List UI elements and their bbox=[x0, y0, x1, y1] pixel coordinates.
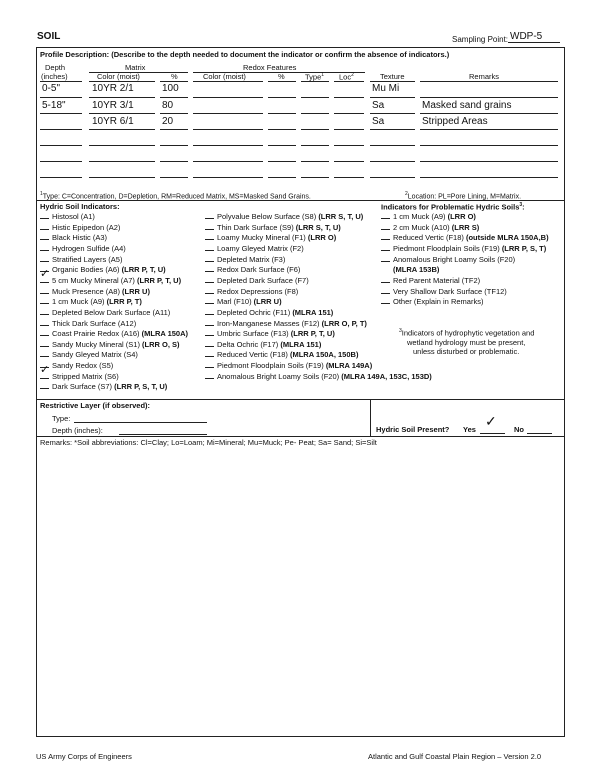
col-depth-unit: (inches) bbox=[41, 72, 68, 81]
indicator-region: (LRR O, P, T) bbox=[321, 318, 367, 328]
profile-cell-line bbox=[160, 161, 188, 162]
col-redox: Redox Features bbox=[243, 63, 297, 72]
indicator-checkbox[interactable] bbox=[205, 276, 214, 283]
profile-cell-line bbox=[193, 129, 263, 130]
profile-cell-line bbox=[370, 129, 415, 130]
indicator-item[interactable] bbox=[205, 329, 335, 338]
profile-cell-line bbox=[89, 113, 155, 114]
col-remarks: Remarks bbox=[469, 72, 500, 81]
indicator-item[interactable] bbox=[205, 361, 372, 370]
indicator-label: 2 cm Muck (A10) bbox=[393, 222, 452, 232]
profile-cell-line bbox=[420, 161, 558, 162]
indicator-label: Black Histic (A3) bbox=[52, 233, 108, 243]
indicator-region: (LRR O, S) bbox=[142, 339, 180, 349]
indicator-region: (LRR O) bbox=[307, 233, 337, 243]
col-matrix: Matrix bbox=[125, 63, 146, 72]
row-texture[interactable]: Sa bbox=[372, 116, 385, 127]
profile-cell-line bbox=[193, 161, 263, 162]
profile-cell-line bbox=[334, 177, 364, 178]
indicator-item[interactable] bbox=[381, 212, 476, 221]
indicator-item[interactable] bbox=[40, 223, 120, 232]
indicator-checkbox[interactable] bbox=[40, 350, 49, 357]
indicator-checkbox[interactable] bbox=[205, 361, 214, 368]
indicator-label: Organic Bodies (A6) bbox=[52, 265, 122, 275]
col-color-moist: Color (moist) bbox=[97, 72, 140, 81]
profile-cell-line bbox=[370, 97, 415, 98]
indicator-checkbox[interactable] bbox=[205, 372, 214, 379]
indicator-region: (LRR O) bbox=[447, 212, 476, 221]
row-color[interactable]: 10YR 2/1 bbox=[92, 83, 134, 94]
profile-cell-line bbox=[160, 113, 188, 114]
indicator-label: Loamy Gleyed Matrix (F2) bbox=[217, 243, 304, 253]
profile-cell-line bbox=[370, 161, 415, 162]
profile-cell-line bbox=[89, 161, 155, 162]
sampling-point-label: Sampling Point: bbox=[452, 35, 509, 44]
indicator-checkbox[interactable] bbox=[40, 233, 49, 240]
profile-cell-line bbox=[370, 145, 415, 146]
indicator-checkbox[interactable] bbox=[205, 297, 214, 304]
indicator-label: Piedmont Floodplain Soils (F19) bbox=[217, 361, 326, 371]
indicator-label: Very Shallow Dark Surface (TF12) bbox=[393, 286, 507, 296]
indicator-item[interactable] bbox=[40, 308, 170, 317]
profile-cell-line bbox=[193, 113, 263, 114]
indicator-region: (LRR P, T, U) bbox=[121, 265, 166, 275]
indicator-item[interactable] bbox=[40, 244, 126, 253]
row-depth[interactable]: 0-5" bbox=[42, 83, 61, 94]
restrictive-type-field[interactable] bbox=[74, 422, 207, 423]
indicator-checkbox[interactable] bbox=[205, 233, 214, 240]
remarks-text[interactable]: Remarks: *Soil abbreviations: Cl=Clay; Lo=Loam; Mi=Mineral; Mu=Muck; Pe- Peat; Sa= Sand; Si=Silt bbox=[40, 438, 377, 447]
indicator-label: Depleted Ochric (F11) bbox=[217, 307, 293, 317]
profile-cell-line bbox=[334, 113, 364, 114]
footnote-type: $^1$Type: C=Concentration, D=Depletion, RM=Reduced Matrix, MS=Masked Sand Grains. bbox=[40, 191, 311, 201]
indicator-checkbox[interactable] bbox=[40, 363, 50, 379]
indicator-item[interactable] bbox=[381, 223, 479, 232]
indicator-label: Stratified Layers (A5) bbox=[52, 254, 123, 264]
profile-cell-line bbox=[301, 97, 329, 98]
profile-cell-line bbox=[40, 177, 82, 178]
indicator-region: (LRR S, T, U) bbox=[318, 212, 364, 221]
profile-cell-line bbox=[193, 97, 263, 98]
indicator-region: (MLRA 151) bbox=[280, 339, 322, 349]
profile-cell-line bbox=[420, 145, 558, 146]
indicator-region: (MLRA 149A, 153C, 153D) bbox=[341, 371, 432, 381]
indicator-region: (MLRA 153B) bbox=[393, 265, 440, 275]
indicator-checkbox[interactable] bbox=[381, 276, 390, 283]
profile-description: Profile Description: (Describe to the depth needed to document the indicator or confirm the absence of indicators.) bbox=[40, 50, 450, 59]
indicator-label: Muck Presence (A8) bbox=[52, 286, 123, 296]
profile-cell-line bbox=[370, 177, 415, 178]
indicator-label: Polyvalue Below Surface (S8) bbox=[217, 212, 319, 221]
indicator-item[interactable] bbox=[381, 265, 439, 274]
indicator-checkbox[interactable] bbox=[205, 255, 214, 262]
indicator-checkbox[interactable] bbox=[40, 287, 49, 294]
indicator-item[interactable] bbox=[40, 287, 150, 296]
indicator-item[interactable] bbox=[205, 265, 300, 274]
indicator-item[interactable] bbox=[205, 308, 333, 317]
indicator-region: (LRR S, T, U) bbox=[295, 222, 341, 232]
section-title: SOIL bbox=[37, 31, 61, 42]
indicator-region: (MLRA 151) bbox=[292, 307, 334, 317]
indicator-item[interactable] bbox=[381, 244, 546, 253]
indicator-label: Stripped Matrix (S6) bbox=[52, 371, 119, 381]
profile-cell-line bbox=[193, 177, 263, 178]
indicator-region: (outside MLRA 150A,B) bbox=[465, 233, 549, 243]
row-pct[interactable]: 80 bbox=[162, 100, 174, 111]
indicator-label: 1 cm Muck (A9) bbox=[393, 212, 448, 221]
profile-cell-line bbox=[160, 97, 188, 98]
indicator-label: Hydrogen Sulfide (A4) bbox=[52, 243, 126, 253]
profile-cell-line bbox=[160, 129, 188, 130]
indicator-checkbox[interactable] bbox=[381, 212, 390, 219]
indicator-region: (LRR P, T) bbox=[106, 297, 142, 307]
indicator-checkbox[interactable] bbox=[40, 340, 49, 347]
indicator-checkbox[interactable] bbox=[205, 212, 214, 219]
col-loc: Loc$^2$ bbox=[339, 72, 354, 82]
indicator-label: Reduced Vertic (F18) bbox=[393, 233, 466, 243]
check-mark-icon: ✓ bbox=[40, 267, 50, 280]
indicator-item[interactable] bbox=[381, 233, 549, 242]
indicator-label: Anomalous Bright Loamy Soils (F20) bbox=[393, 254, 516, 264]
restrictive-heading: Restrictive Layer (if observed): bbox=[40, 401, 151, 410]
col-redox-color: Color (moist) bbox=[203, 72, 246, 81]
indicator-label: Delta Ochric (F17) bbox=[217, 339, 281, 349]
indicator-label: 5 cm Mucky Mineral (A7) bbox=[52, 275, 138, 285]
indicator-item[interactable] bbox=[205, 223, 341, 232]
profile-cell-line bbox=[301, 177, 329, 178]
indicator-label: Redox Depressions (F8) bbox=[217, 286, 299, 296]
indicator-checkbox[interactable] bbox=[40, 223, 49, 230]
row-depth[interactable]: 5-18" bbox=[42, 100, 66, 111]
row-remarks[interactable]: Stripped Areas bbox=[422, 116, 488, 127]
indicator-item[interactable] bbox=[40, 319, 136, 328]
indicator-label: 1 cm Muck (A9) bbox=[52, 297, 107, 307]
indicator-label: Marl (F10) bbox=[217, 297, 254, 307]
col-type: Type$^1$ bbox=[305, 72, 325, 82]
profile-cell-line bbox=[89, 145, 155, 146]
indicator-item[interactable] bbox=[40, 382, 167, 391]
indicator-item[interactable] bbox=[381, 276, 480, 285]
indicator-label: Histic Epipedon (A2) bbox=[52, 222, 121, 232]
indicator-item[interactable] bbox=[205, 212, 363, 221]
profile-cell-line bbox=[420, 129, 558, 130]
col-pct: % bbox=[171, 72, 178, 81]
profile-cell-line bbox=[89, 97, 155, 98]
profile-cell-line bbox=[334, 97, 364, 98]
problematic-heading: Indicators for Problematic Hydric Soils$^3$: bbox=[381, 202, 525, 212]
indicator-checkbox[interactable] bbox=[205, 223, 214, 230]
indicator-item[interactable] bbox=[40, 233, 107, 242]
indicator-label: Other (Explain in Remarks) bbox=[393, 297, 484, 307]
indicator-label: Redox Dark Surface (F6) bbox=[217, 265, 301, 275]
sampling-point-field[interactable]: WDP-5 bbox=[508, 31, 560, 43]
hydric-indicators-heading: Hydric Soil Indicators: bbox=[40, 202, 120, 211]
profile-cell-line bbox=[40, 161, 82, 162]
indicator-item[interactable] bbox=[205, 350, 358, 359]
indicator-region: (LRR P, T, U) bbox=[290, 329, 335, 339]
restrictive-depth-field[interactable] bbox=[119, 434, 207, 435]
indicator-checkbox[interactable] bbox=[205, 308, 214, 315]
profile-cell-line bbox=[193, 145, 263, 146]
col-texture: Texture bbox=[380, 72, 405, 81]
indicator-checkbox[interactable] bbox=[205, 329, 214, 336]
row-remarks[interactable]: Masked sand grains bbox=[422, 100, 512, 111]
indicator-label: Reduced Vertic (F18) bbox=[217, 350, 290, 360]
indicator-label: Sandy Mucky Mineral (S1) bbox=[52, 339, 143, 349]
profile-cell-line bbox=[420, 113, 558, 114]
indicator-checkbox[interactable] bbox=[205, 340, 214, 347]
indicator-label: Histosol (A1) bbox=[52, 212, 95, 221]
yes-check-icon: ✓ bbox=[485, 413, 497, 429]
indicator-item[interactable] bbox=[40, 350, 138, 359]
indicator-checkbox[interactable] bbox=[381, 297, 390, 304]
indicator-item[interactable] bbox=[40, 265, 166, 274]
profile-cell-line bbox=[40, 113, 82, 114]
indicator-checkbox[interactable] bbox=[381, 244, 390, 251]
profile-cell-line bbox=[40, 97, 82, 98]
indicator-region: (MLRA 149A) bbox=[325, 361, 373, 371]
indicator-item[interactable] bbox=[205, 372, 432, 381]
indicator-label: Coast Prairie Redox (A16) bbox=[52, 329, 142, 339]
indicator-item[interactable] bbox=[381, 255, 515, 264]
hydric-soil-present-label: Hydric Soil Present? bbox=[376, 425, 450, 434]
footer-right: Atlantic and Gulf Coastal Plain Region – Version 2.0 bbox=[368, 752, 542, 761]
indicator-label: Depleted Matrix (F3) bbox=[217, 254, 286, 264]
indicator-checkbox[interactable] bbox=[40, 244, 49, 251]
indicator-checkbox[interactable] bbox=[40, 382, 49, 389]
indicator-checkbox[interactable] bbox=[40, 308, 49, 315]
indicator-region: (LRR S) bbox=[451, 222, 480, 232]
profile-cell-line bbox=[40, 145, 82, 146]
indicator-label: Piedmont Floodplain Soils (F19) bbox=[393, 243, 502, 253]
profile-cell-line bbox=[268, 161, 296, 162]
indicator-checkbox[interactable] bbox=[40, 329, 49, 336]
indicator-checkbox[interactable] bbox=[381, 287, 390, 294]
indicator-item[interactable] bbox=[40, 340, 180, 349]
profile-cell-line bbox=[301, 145, 329, 146]
profile-cell-line bbox=[301, 129, 329, 130]
indicator-item[interactable] bbox=[40, 297, 142, 306]
indicator-checkbox[interactable] bbox=[205, 350, 214, 357]
indicator-item[interactable] bbox=[205, 319, 367, 328]
indicator-item[interactable] bbox=[205, 287, 298, 296]
indicator-item[interactable] bbox=[205, 255, 285, 264]
indicator-note-line3: unless disturbed or problematic. bbox=[413, 347, 520, 356]
col-redox-pct: % bbox=[278, 72, 285, 81]
indicator-item[interactable] bbox=[205, 297, 282, 306]
indicator-label: Anomalous Bright Loamy Soils (F20) bbox=[217, 371, 342, 381]
indicator-region: (LRR P, S, T) bbox=[501, 243, 547, 253]
indicator-checkbox[interactable] bbox=[40, 267, 50, 283]
profile-cell-line bbox=[268, 113, 296, 114]
profile-cell-line bbox=[89, 177, 155, 178]
indicator-label: Dark Surface (S7) bbox=[52, 382, 115, 392]
indicator-label: Sandy Redox (S5) bbox=[52, 361, 114, 371]
indicator-label: Iron-Manganese Masses (F12) bbox=[217, 318, 322, 328]
indicator-label: Loamy Mucky Mineral (F1) bbox=[217, 233, 308, 243]
indicator-region: (MLRA 150A) bbox=[141, 329, 189, 339]
hydric-no-label: No bbox=[514, 425, 524, 434]
footnote-location: $^2$Location: PL=Pore Lining, M=Matrix. bbox=[405, 191, 522, 201]
profile-cell-line bbox=[268, 129, 296, 130]
footer-left: US Army Corps of Engineers bbox=[36, 752, 132, 761]
profile-cell-line bbox=[370, 113, 415, 114]
indicator-item[interactable] bbox=[381, 287, 507, 296]
profile-cell-line bbox=[301, 113, 329, 114]
indicator-checkbox[interactable] bbox=[205, 244, 214, 251]
indicator-item[interactable] bbox=[40, 212, 95, 221]
indicator-label: Umbric Surface (F13) bbox=[217, 329, 291, 339]
indicator-item[interactable] bbox=[40, 361, 113, 370]
indicator-checkbox[interactable] bbox=[40, 319, 49, 326]
indicator-checkbox[interactable] bbox=[40, 212, 49, 219]
indicator-region: (LRR U) bbox=[253, 297, 282, 307]
indicator-item[interactable] bbox=[205, 340, 321, 349]
profile-cell-line bbox=[334, 129, 364, 130]
hydric-no-field[interactable] bbox=[527, 424, 552, 434]
profile-cell-line bbox=[334, 145, 364, 146]
row-texture[interactable]: Sa bbox=[372, 100, 385, 111]
profile-cell-line bbox=[89, 129, 155, 130]
profile-cell-line bbox=[420, 177, 558, 178]
indicator-item[interactable] bbox=[205, 276, 309, 285]
hydric-yes-label: Yes bbox=[463, 425, 476, 434]
indicator-label: Thick Dark Surface (A12) bbox=[52, 318, 137, 328]
profile-cell-line bbox=[268, 177, 296, 178]
row-color[interactable]: 10YR 6/1 bbox=[92, 116, 134, 127]
indicator-item[interactable] bbox=[205, 244, 304, 253]
indicator-checkbox[interactable] bbox=[205, 319, 214, 326]
indicator-checkbox[interactable] bbox=[40, 255, 49, 262]
indicator-checkbox[interactable] bbox=[205, 265, 214, 272]
check-mark-icon: ✓ bbox=[40, 363, 50, 376]
profile-cell-line bbox=[268, 145, 296, 146]
profile-cell-line bbox=[334, 161, 364, 162]
indicator-note-line1: $^3$Indicators of hydrophytic vegetation and bbox=[399, 328, 535, 338]
indicator-item[interactable] bbox=[205, 233, 336, 242]
row-pct[interactable]: 100 bbox=[162, 83, 179, 94]
indicator-region: (LRR P, S, T, U) bbox=[114, 382, 168, 392]
indicator-checkbox[interactable] bbox=[381, 255, 390, 262]
col-depth: Depth bbox=[45, 63, 66, 72]
row-color[interactable]: 10YR 3/1 bbox=[92, 100, 134, 111]
indicator-checkbox[interactable] bbox=[381, 223, 390, 230]
indicator-label: Red Parent Material (TF2) bbox=[393, 275, 481, 285]
indicator-item[interactable] bbox=[40, 255, 122, 264]
indicator-checkbox[interactable] bbox=[381, 233, 390, 240]
profile-cell-line bbox=[420, 97, 558, 98]
indicator-note-line2: wetland hydrology must be present, bbox=[407, 338, 526, 347]
profile-cell-line bbox=[268, 97, 296, 98]
row-texture[interactable]: Mu Mi bbox=[372, 83, 400, 94]
profile-cell-line bbox=[160, 177, 188, 178]
indicator-label: Depleted Below Dark Surface (A11) bbox=[52, 307, 171, 317]
profile-cell-line bbox=[301, 161, 329, 162]
profile-cell-line bbox=[160, 145, 188, 146]
indicator-item[interactable] bbox=[40, 329, 188, 338]
indicator-item[interactable] bbox=[381, 297, 483, 306]
restrictive-type-label: Type: bbox=[52, 414, 71, 423]
indicator-checkbox[interactable] bbox=[40, 297, 49, 304]
indicator-region: (LRR P, T, U) bbox=[137, 275, 182, 285]
indicator-label: Depleted Dark Surface (F7) bbox=[217, 275, 309, 285]
soil-form bbox=[36, 47, 565, 737]
indicator-checkbox[interactable] bbox=[205, 287, 214, 294]
indicator-region: (MLRA 150A, 150B) bbox=[289, 350, 359, 360]
profile-cell-line bbox=[40, 129, 82, 130]
row-pct[interactable]: 20 bbox=[162, 116, 174, 127]
indicator-region: (LRR U) bbox=[122, 286, 150, 296]
indicator-label: Thin Dark Surface (S9) bbox=[217, 222, 296, 232]
restrictive-depth-label: Depth (inches): bbox=[52, 426, 103, 435]
indicator-label: Sandy Gleyed Matrix (S4) bbox=[52, 350, 138, 360]
